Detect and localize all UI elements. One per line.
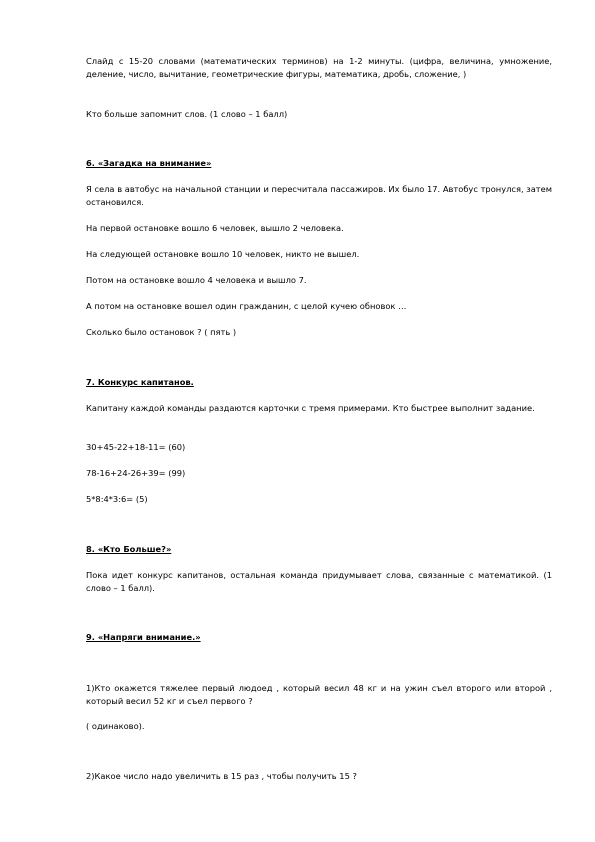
section-heading-7: 7. Конкурс капитанов. bbox=[86, 377, 194, 387]
paragraph-how-many-stops: Сколько было остановок ? ( пять ) bbox=[86, 327, 237, 337]
paragraph-answer-equal: ( одинаково). bbox=[86, 721, 145, 731]
example-line-2: 78-16+24-26+39= (99) bbox=[86, 468, 186, 478]
paragraph-citizen-stop: А потом на остановке вошел один гражданин, с целой кучею обновок … bbox=[86, 301, 407, 311]
section-heading-8: 8. «Кто Больше?» bbox=[86, 544, 172, 554]
paragraph-first-stop: На первой остановке вошло 6 человек, вышло 2 человека. bbox=[86, 223, 344, 233]
paragraph-then-stop: Потом на остановке вошло 4 человека и вышло 7. bbox=[86, 275, 307, 285]
example-line-3: 5*8:4*3:6= (5) bbox=[86, 494, 148, 504]
example-line-1: 30+45-22+18-11= (60) bbox=[86, 442, 186, 452]
paragraph-words-contest: Пока идет конкурс капитанов, остальная команда придумывает слова, связанные с математикой. (1 слово – 1 балл). bbox=[86, 570, 552, 593]
paragraph-bus-riddle: Я села в автобус на начальной станции и пересчитала пассажиров. Их было 17. Автобус тронулся, затем остановился. bbox=[86, 184, 552, 207]
section-heading-6: 6. «Загадка на внимание» bbox=[86, 158, 212, 168]
paragraph-slide-terms: Слайд с 15-20 словами (математических терминов) на 1-2 минуты. (цифра, величина, умножение, деление, число, вычитание, геометрические фигуры, математика, дробь, сложение, ) bbox=[86, 56, 552, 79]
section-heading-9: 9. «Напряги внимание.» bbox=[86, 632, 201, 642]
paragraph-captains-cards: Капитану каждой команды раздаются карточки с тремя примерами. Кто быстрее выполнит задание. bbox=[86, 403, 535, 413]
paragraph-next-stop: На следующей остановке вошло 10 человек, никто не вышел. bbox=[86, 249, 360, 259]
paragraph-remember-words: Кто больше запомнит слов. (1 слово – 1 балл) bbox=[86, 109, 288, 119]
paragraph-cannibal-question: 1)Кто окажется тяжелее первый людоед , который весил 48 кг и на ужин съел второго или второй , который весил 52 кг и съел первого ? bbox=[86, 683, 552, 706]
paragraph-multiply-question: 2)Какое число надо увеличить в 15 раз , чтобы получить 15 ? bbox=[86, 771, 357, 781]
